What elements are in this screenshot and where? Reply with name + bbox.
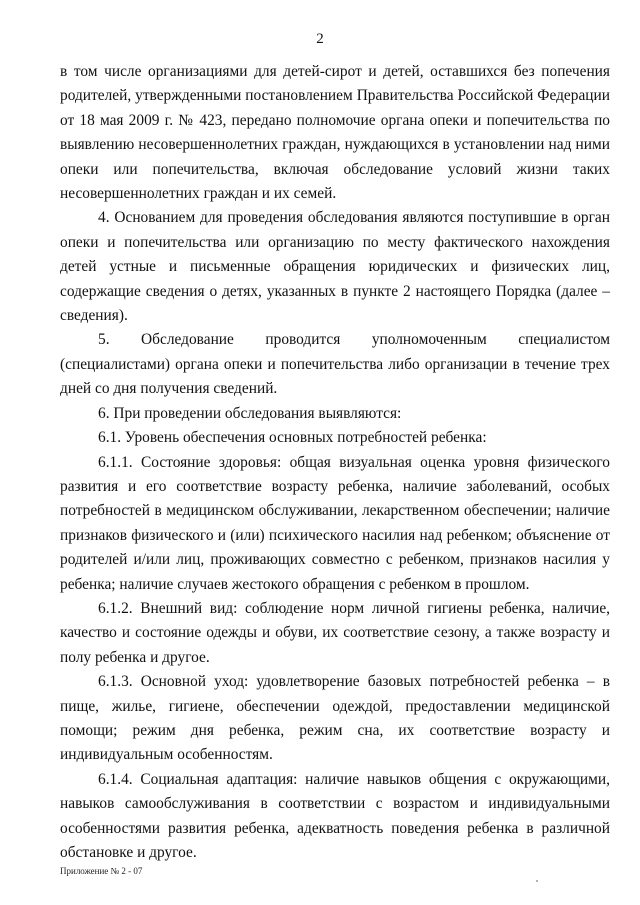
paragraph-item-6-1-3: 6.1.3. Основной уход: удовлетворение базовых потребностей ребенка – в пище, жилье, гигиене, обеспечении одеждой, предоставлении медицинской помощи; режим дня ребенка, режим сна, их соответствие возрасту и индивидуальным особенностям.: [60, 673, 610, 764]
paragraph-item-4: 4. Основанием для проведения обследования являются поступившие в орган опеки и попечительства или организацию по месту фактического нахождения детей устные и письменные обращения юридических и физических лиц, содержащие сведения о детях, указанных в пункте 2 настоящего Порядка (далее – сведения).: [60, 209, 610, 325]
paragraph-item-6: 6. При проведении обследования выявляются:: [98, 404, 402, 422]
paragraph-item-6-1-1: 6.1.1. Состояние здоровья: общая визуальная оценка уровня физического развития и его соответствие возрасту ребенка, наличие заболеваний, особых потребностей в медицинском обслуживании, лекарственном обеспечении; наличие признаков физического и (или) психического насилия над ребенком; объяснение от родителей и/или лиц, проживающих совместно с ребенком, признаков насилия у ребенка; наличие случаев жестокого обращения с ребенком в прошлом.: [60, 453, 610, 593]
scan-speck: [536, 880, 538, 882]
paragraph-item-6-1-2: 6.1.2. Внешний вид: соблюдение норм личной гигиены ребенка, наличие, качество и состояние одежды и обуви, их соответствие сезону, а также возрасту и полу ребенка и другое.: [60, 599, 610, 666]
paragraph-item-5: 5. Обследование проводится уполномоченным специалистом (специалистами) органа опеки и попечительства либо организации в течение трех дней со дня получения сведений.: [60, 331, 610, 398]
page-number: 2: [316, 31, 324, 47]
document-footer: Приложение № 2 - 07: [60, 866, 143, 876]
document-body: [60, 60, 610, 865]
paragraph-item-6-1-4: 6.1.4. Социальная адаптация: наличие навыков общения с окружающими, навыков самообслуживания в соответствии с возрастом и индивидуальными особенностями развития ребенка, адекватность поведения ребенка в различной обстановке и другое.: [60, 770, 610, 861]
paragraph-continuation: в том числе организациями для детей-сирот и детей, оставшихся без попечения родителей, утвержденными постановлением Правительства Российской Федерации от 18 мая 2009 г. № 423, передано полномочие органа опеки и попечительства по выявлению несовершеннолетних граждан, нуждающихся в установлении над ними опеки или попечительства, включая обследование условий жизни таких несовершеннолетних граждан и их семей.: [60, 63, 610, 203]
paragraph-item-6-1: 6.1. Уровень обеспечения основных потребностей ребенка:: [98, 429, 487, 447]
